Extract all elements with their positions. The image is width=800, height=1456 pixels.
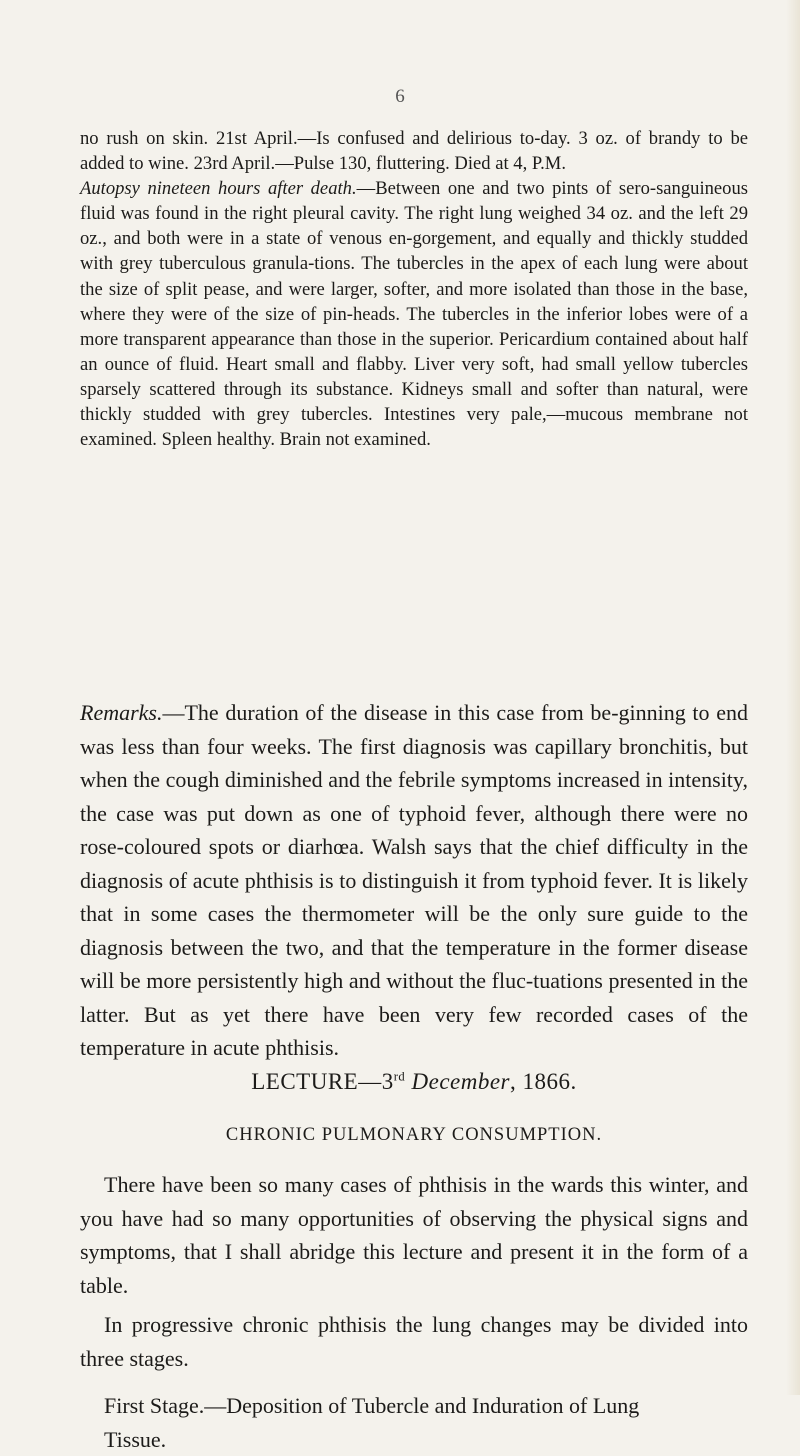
lecture-body: [80, 1168, 748, 1456]
first-stage-text: First Stage.—Deposition of Tubercle and Induration of Lung: [104, 1393, 639, 1418]
lecture-paragraph-2: In progressive chronic phthisis the lung changes may be divided into three stages.: [80, 1308, 748, 1375]
autopsy-label: Autopsy nineteen hours after death.: [80, 178, 357, 199]
remarks-paragraph: [80, 696, 748, 1065]
lecture-paragraph-1: There have been so many cases of phthisis in the wards this winter, and you have had so many opportunities of observing the physical signs and symptoms, that I shall abridge this lecture and present it in the form of a table.: [80, 1168, 748, 1302]
page-edge-shadow: [786, 0, 800, 1395]
remarks-section: [80, 696, 748, 1065]
case-notes: [80, 126, 748, 452]
first-stage-heading: [80, 1389, 748, 1456]
lecture-year: , 1866.: [510, 1069, 577, 1094]
lecture-heading: [80, 1069, 748, 1095]
lecture-subtitle: CHRONIC PULMONARY CONSUMPTION.: [80, 1125, 748, 1146]
remarks-text: —The duration of the disease in this case from be-ginning to end was less than four weeks. The first diagnosis was capillary bronchitis, but when the cough diminished and the febrile symptoms increased in intensity, the case was put down as one of typhoid fever, although there were no rose-coloured spots or diarhœa. Walsh says that the chief difficulty in the diagnosis of acute phthisis is to distinguish it from typhoid fever. It is likely that in some cases the thermometer will be the only sure guide to the diagnosis between the two, and that the temperature in the former disease will be more persistently high and without the fluc-tuations presented in the latter. But as yet there have been very few recorded cases of the temperature in acute phthisis.: [80, 700, 748, 1060]
remarks-label: Remarks.: [80, 700, 162, 725]
autopsy-paragraph: [80, 176, 748, 452]
autopsy-text: —Between one and two pints of sero-sanguineous fluid was found in the right pleural cavity. The right lung weighed 34 oz. and the left 29 oz., and both were in a state of venous en-gorgement, and equally and thickly studded with grey tuberculous granula-tions. The tubercles in the apex of each lung were about the size of split pease, and were larger, softer, and more isolated than those in the base, where they were of the size of pin-heads. The tubercles in the inferior lobes were of a more transparent appearance than those in the superior. Pericardium contained about half an ounce of fluid. Heart small and flabby. Liver very soft, had small yellow tubercles sparsely scattered through its substance. Kidneys small and softer than natural, were thickly studded with grey tubercles. Intestines very pale,—mucous membrane not examined. Spleen healthy. Brain not examined.: [80, 178, 748, 450]
first-stage-continuation: Tissue.: [104, 1423, 748, 1456]
lecture-month: December: [412, 1069, 511, 1094]
lecture-prefix: LECTURE—3: [251, 1069, 394, 1094]
lecture-date-superscript: rd: [394, 1069, 406, 1083]
page-number: 6: [0, 86, 800, 108]
case-opening-paragraph: no rush on skin. 21st April.—Is confused and delirious to-day. 3 oz. of brandy to be added to wine. 23rd April.—Pulse 130, fluttering. Died at 4, P.M.: [80, 126, 748, 176]
